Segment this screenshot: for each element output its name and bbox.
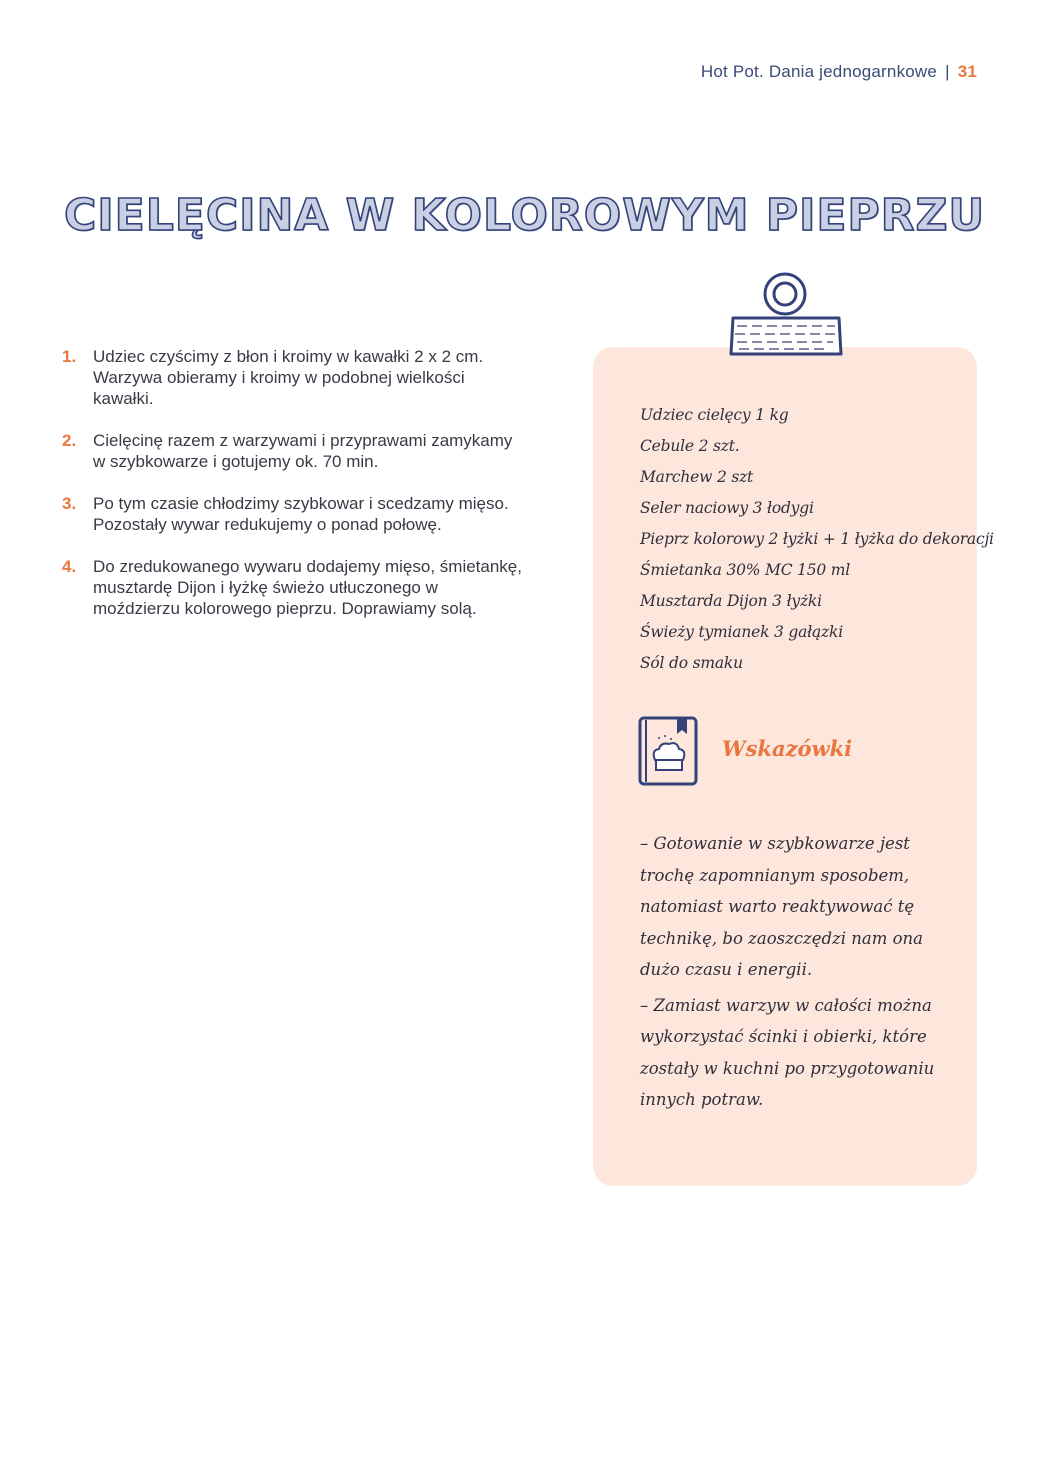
step-text: Cielęcinę razem z warzywami i przyprawami zamykamy w szybkowarze i gotujemy ok. 70 min.: [93, 431, 513, 471]
header-separator: |: [945, 62, 950, 81]
ingredient-item: Udziec cielęcy 1 kg: [640, 406, 789, 424]
step-item: [62, 556, 522, 619]
step-number: 1.: [62, 347, 77, 366]
ingredient-item: Marchew 2 szt: [640, 468, 754, 486]
step-text: Udziec czyścimy z błon i kroimy w kawałki 2 x 2 cm. Warzywa obieramy i kroimy w podobnej wielkości kawałki.: [93, 347, 484, 408]
page-number: 31: [957, 62, 977, 81]
step-text: Do zredukowanego wywaru dodajemy mięso, śmietankę, musztardę Dijon i łyżkę świeżo utłuczonego w moździerzu kolorowego pieprzu. Doprawiamy solą.: [93, 557, 522, 618]
ingredients-list: [640, 400, 994, 679]
ingredient-item: Świeży tymianek 3 gałązki: [640, 623, 843, 641]
tip-item: – Zamiast warzyw w całości można wykorzystać ścinki i obierki, które zostały w kuchni po przygotowaniu innych potraw.: [640, 995, 935, 1109]
step-number: 4.: [62, 557, 77, 576]
ingredient-item: Śmietanka 30% MC 150 ml: [640, 561, 851, 579]
step-item: [62, 493, 522, 535]
step-number: 2.: [62, 431, 77, 450]
clipboard-clip-icon: [727, 270, 845, 358]
step-number: 3.: [62, 494, 77, 513]
ingredient-item: Pieprz kolorowy 2 łyżki + 1 łyżka do dekoracji: [640, 530, 994, 548]
step-text: Po tym czasie chłodzimy szybkowar i scedzamy mięso. Pozostały wywar redukujemy o ponad połowę.: [93, 494, 509, 534]
running-title: Hot Pot. Dania jednogarnkowe: [700, 62, 938, 81]
step-item: [62, 430, 522, 472]
step-item: [62, 346, 522, 409]
chef-hat-book-icon: [637, 714, 701, 786]
ingredient-item: Musztarda Dijon 3 łyżki: [640, 592, 822, 610]
tips-title: Wskazówki: [722, 736, 853, 761]
tips-list: [640, 828, 960, 1120]
tip-item: – Gotowanie w szybkowarze jest trochę zapomnianym sposobem, natomiast warto reaktywować tę technikę, bo zaoszczędzi nam ona dużo czasu i energii.: [640, 834, 924, 979]
ingredient-item: Sól do smaku: [640, 654, 743, 672]
running-header: [701, 62, 977, 82]
steps-list: [62, 346, 522, 640]
recipe-title: CIELĘCINA W KOLOROWYM PIEPRZU: [64, 190, 986, 241]
ingredient-item: Seler naciowy 3 łodygi: [640, 499, 814, 517]
ingredient-item: Cebule 2 szt.: [640, 437, 740, 455]
